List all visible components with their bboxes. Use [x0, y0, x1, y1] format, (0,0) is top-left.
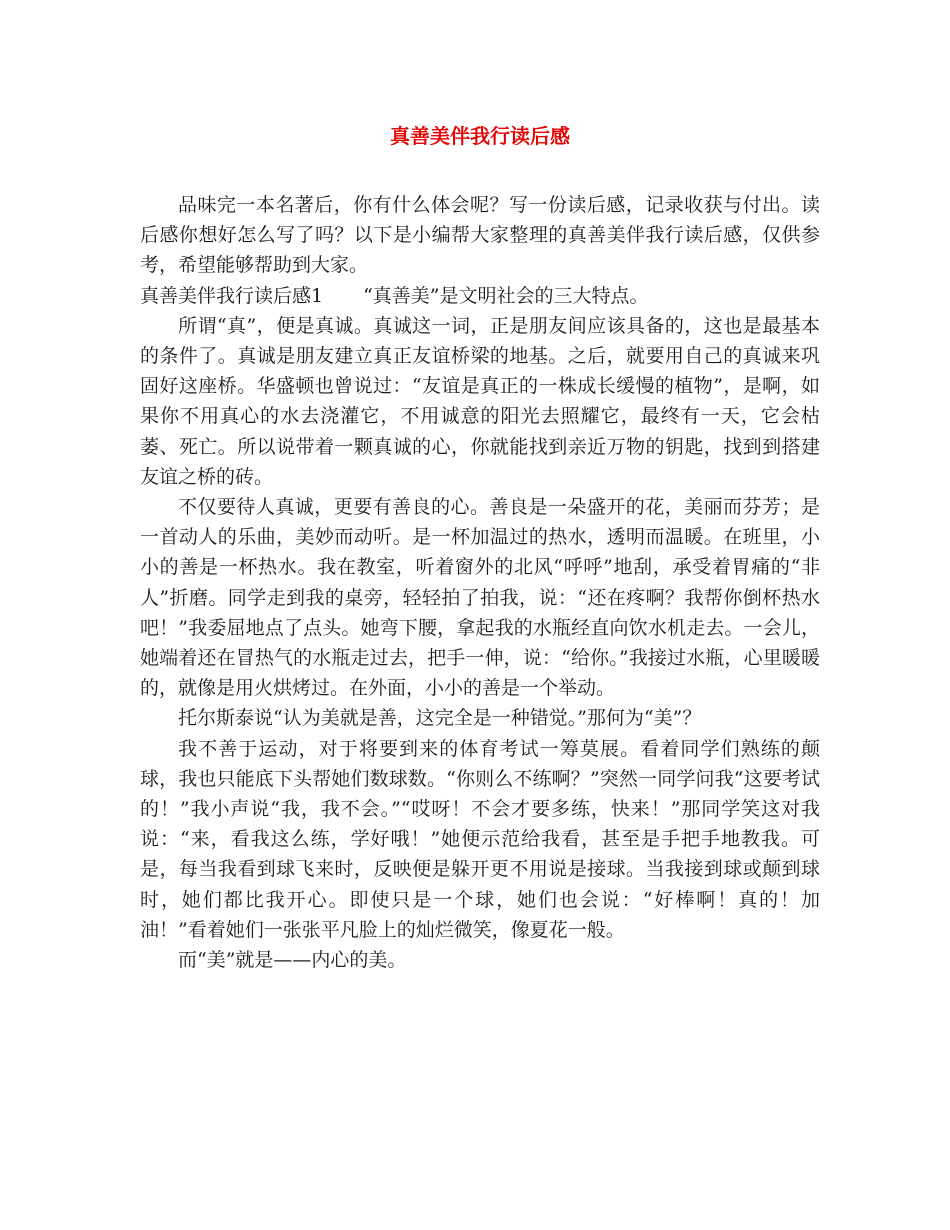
intro-paragraph: 品味完一本名著后，你有什么体会呢？写一份读后感，记录收获与付出。读后感你想好怎么写了吗？以下是小编帮大家整理的真善美伴我行读后感，仅供参考，希望能够帮助到大家。: [140, 194, 820, 277]
section-heading: 真善美伴我行读后感1: [140, 284, 324, 307]
section-heading-line: [140, 281, 820, 311]
body-paragraph-3: 托尔斯泰说“认为美就是善，这完全是一种错觉。”那何为“美”？: [178, 707, 702, 730]
body-paragraph-4: 我不善于运动，对于将要到来的体育考试一筹莫展。看着同学们熟练的颠球，我也只能底下头帮她们数球数。“你则么不练啊？”突然一同学问我“这要考试的！”我小声说“我，我不会。”“哎呀！不会才要多练，快来！”那同学笑这对我说：“来，看我这么练，学好哦！”她便示范给我看，甚至是手把手地教我。可是，每当我看到球飞来时，反映便是躲开更不用说是接球。当我接到球或颠到球时，她们都比我开心。即使只是一个球，她们也会说：“好棒啊！真的！加油！”看着她们一张张平凡脸上的灿烂微笑，像夏花一般。: [140, 737, 820, 941]
section-lead: “真善美”是文明社会的三大特点。: [363, 284, 649, 307]
body-paragraph-1: 所谓“真”，便是真诚。真诚这一词，正是朋友间应该具备的，这也是最基本的条件了。真诚是朋友建立真正友谊桥梁的地基。之后，就要用自己的真诚来巩固好这座桥。华盛顿也曾说过：“友谊是真正的一株成长缓慢的植物”，是啊，如果你不用真心的水去浇灌它，不用诚意的阳光去照耀它，最终有一天，它会枯萎、死亡。所以说带着一颗真诚的心，你就能找到亲近万物的钥匙，找到到搭建友谊之桥的砖。: [140, 314, 820, 488]
document-title: 真善美伴我行读后感: [390, 124, 570, 148]
body-paragraph-2: 不仅要待人真诚，更要有善良的心。善良是一朵盛开的花，美丽而芬芳；是一首动人的乐曲，美妙而动听。是一杯加温过的热水，透明而温暖。在班里，小小的善是一杯热水。我在教室，听着窗外的北风“呼呼”地刮，承受着胃痛的“非人”折磨。同学走到我的桌旁，轻轻拍了拍我，说：“还在疼啊？我帮你倒杯热水吧！”我委屈地点了点头。她弯下腰，拿起我的水瓶经直向饮水机走去。一会儿，她端着还在冒热气的水瓶走过去，把手一伸，说：“给你。”我接过水瓶，心里暖暖的，就像是用火烘烤过。在外面，小小的善是一个举动。: [140, 496, 820, 700]
body-paragraph-5: 而“美”就是——内心的美。: [178, 949, 407, 972]
document-body: [140, 190, 820, 975]
